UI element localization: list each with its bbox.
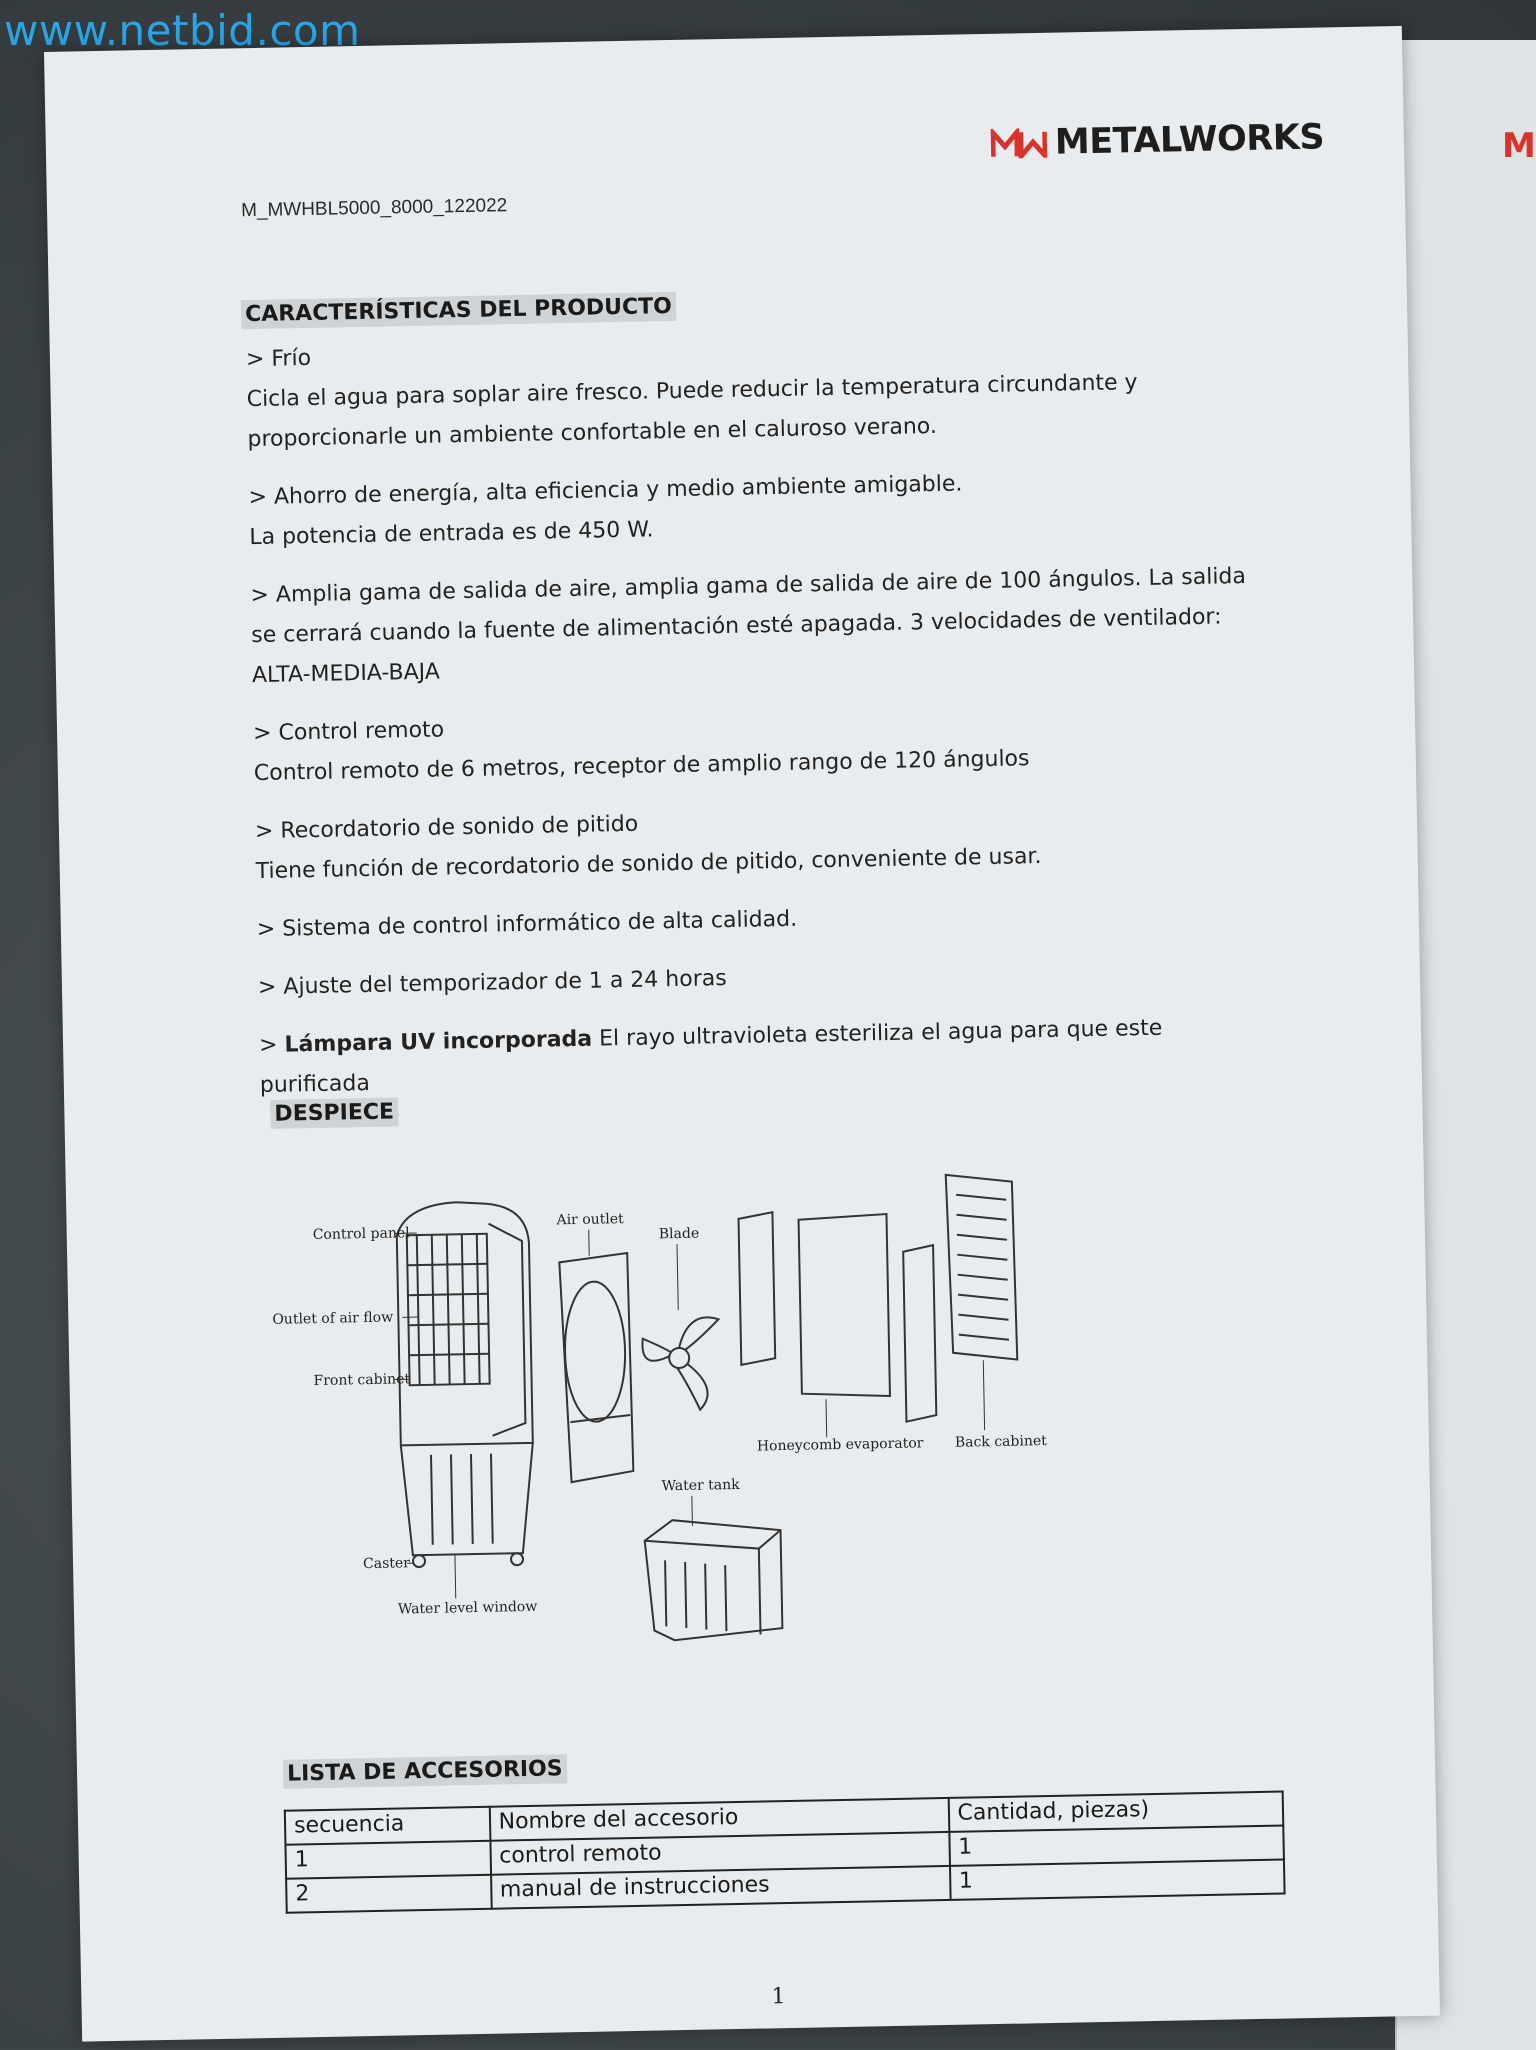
features-title: CARACTERÍSTICAS DEL PRODUCTO: [241, 292, 676, 329]
water-tank-drawing: [644, 1518, 782, 1641]
feature-body: Cicla el agua para soplar aire fresco. Puede reducir la temperatura circundante y proporcionarle un ambiente confortable en el caluroso verano.: [246, 361, 1247, 460]
label-control-panel: Control panel: [313, 1225, 411, 1243]
feature-item: [250, 557, 1252, 696]
uv-title: Lámpara UV incorporada: [284, 1027, 592, 1058]
feature-item: [257, 891, 1258, 950]
label-back-cabinet: Back cabinet: [955, 1433, 1048, 1451]
blade-drawing: [642, 1317, 720, 1411]
cooler-unit-drawing: [396, 1201, 535, 1567]
brand-logo: [991, 117, 1325, 163]
cell-accessory-name: manual de instrucciones: [491, 1866, 951, 1909]
feature-body: La potencia de entrada es de 450 W.: [249, 499, 1250, 558]
header-accessory-name: Nombre del accesorio: [489, 1798, 949, 1841]
label-honeycomb-evaporator: Honeycomb evaporator: [757, 1435, 924, 1454]
feature-head: > Frío: [246, 321, 1247, 380]
uv-prefix: >: [259, 1033, 278, 1058]
label-front-cabinet: Front cabinet: [313, 1371, 410, 1389]
label-water-tank: Water tank: [661, 1477, 740, 1495]
feature-item-uv: [259, 1007, 1260, 1106]
page-number: 1: [771, 1984, 785, 2009]
air-outlet-drawing: [559, 1253, 633, 1482]
label-air-outlet: Air outlet: [555, 1211, 624, 1228]
metalworks-logo-icon: [991, 128, 1048, 159]
manual-page: [44, 26, 1440, 2042]
feature-item: [258, 949, 1259, 1008]
label-water-level-window: Water level window: [398, 1599, 538, 1618]
exploded-view-title: DESPIECE: [270, 1097, 398, 1128]
features-list: [246, 321, 1261, 1124]
header-sequence: secuencia: [285, 1807, 490, 1845]
feature-item: [248, 459, 1249, 558]
accessories-table: [284, 1791, 1286, 1914]
cell-quantity: 1: [949, 1826, 1284, 1866]
feature-item: [255, 793, 1256, 892]
uv-description: El rayo ultravioleta esteriliza el agua para que este purificada: [260, 1016, 1163, 1098]
header-quantity: Cantidad, piezas): [948, 1792, 1283, 1832]
feature-head: > Amplia gama de salida de aire, amplia gama de salida de aire de 100 ángulos. La salida se cerrará cuando la fuente de alimentación esté apagada. 3 velocidades de ventilador: ALTA-MEDIA-BAJA: [250, 557, 1252, 696]
label-outlet-air-flow: Outlet of air flow: [272, 1310, 393, 1328]
feature-head: > Sistema de control informático de alta calidad.: [257, 891, 1258, 950]
cell-quantity: 1: [950, 1860, 1285, 1900]
feature-body: Tiene función de recordatorio de sonido de pitido, conveniente de usar.: [255, 833, 1256, 892]
watermark: www.netbid.com: [4, 6, 361, 55]
cell-accessory-name: control remoto: [490, 1832, 950, 1875]
exploded-view-diagram: [266, 1158, 1315, 1658]
adjacent-page-logo: M: [1502, 126, 1536, 166]
feature-body: Control remoto de 6 metros, receptor de amplio rango de 120 ángulos: [254, 735, 1255, 794]
feature-head: > Ajuste del temporizador de 1 a 24 horas: [258, 949, 1259, 1008]
feature-head: > Control remoto: [253, 695, 1254, 754]
feature-head: > Ahorro de energía, alta eficiencia y medio ambiente amigable.: [248, 459, 1249, 518]
logo-text: METALWORKS: [1055, 117, 1325, 162]
feature-item: [253, 695, 1254, 794]
feature-item: [246, 321, 1248, 460]
back-cabinet-drawing: [946, 1174, 1018, 1361]
accessories-title: LISTA DE ACCESORIOS: [283, 1754, 567, 1788]
honeycomb-evaporator-drawing: [738, 1209, 936, 1425]
document-code: M_MWHBL5000_8000_122022: [241, 195, 508, 222]
label-blade: Blade: [659, 1226, 700, 1243]
label-caster: Caster: [363, 1555, 410, 1572]
cell-sequence: 1: [285, 1841, 490, 1879]
cell-sequence: 2: [286, 1875, 491, 1913]
feature-head: > Recordatorio de sonido de pitido: [255, 793, 1256, 852]
